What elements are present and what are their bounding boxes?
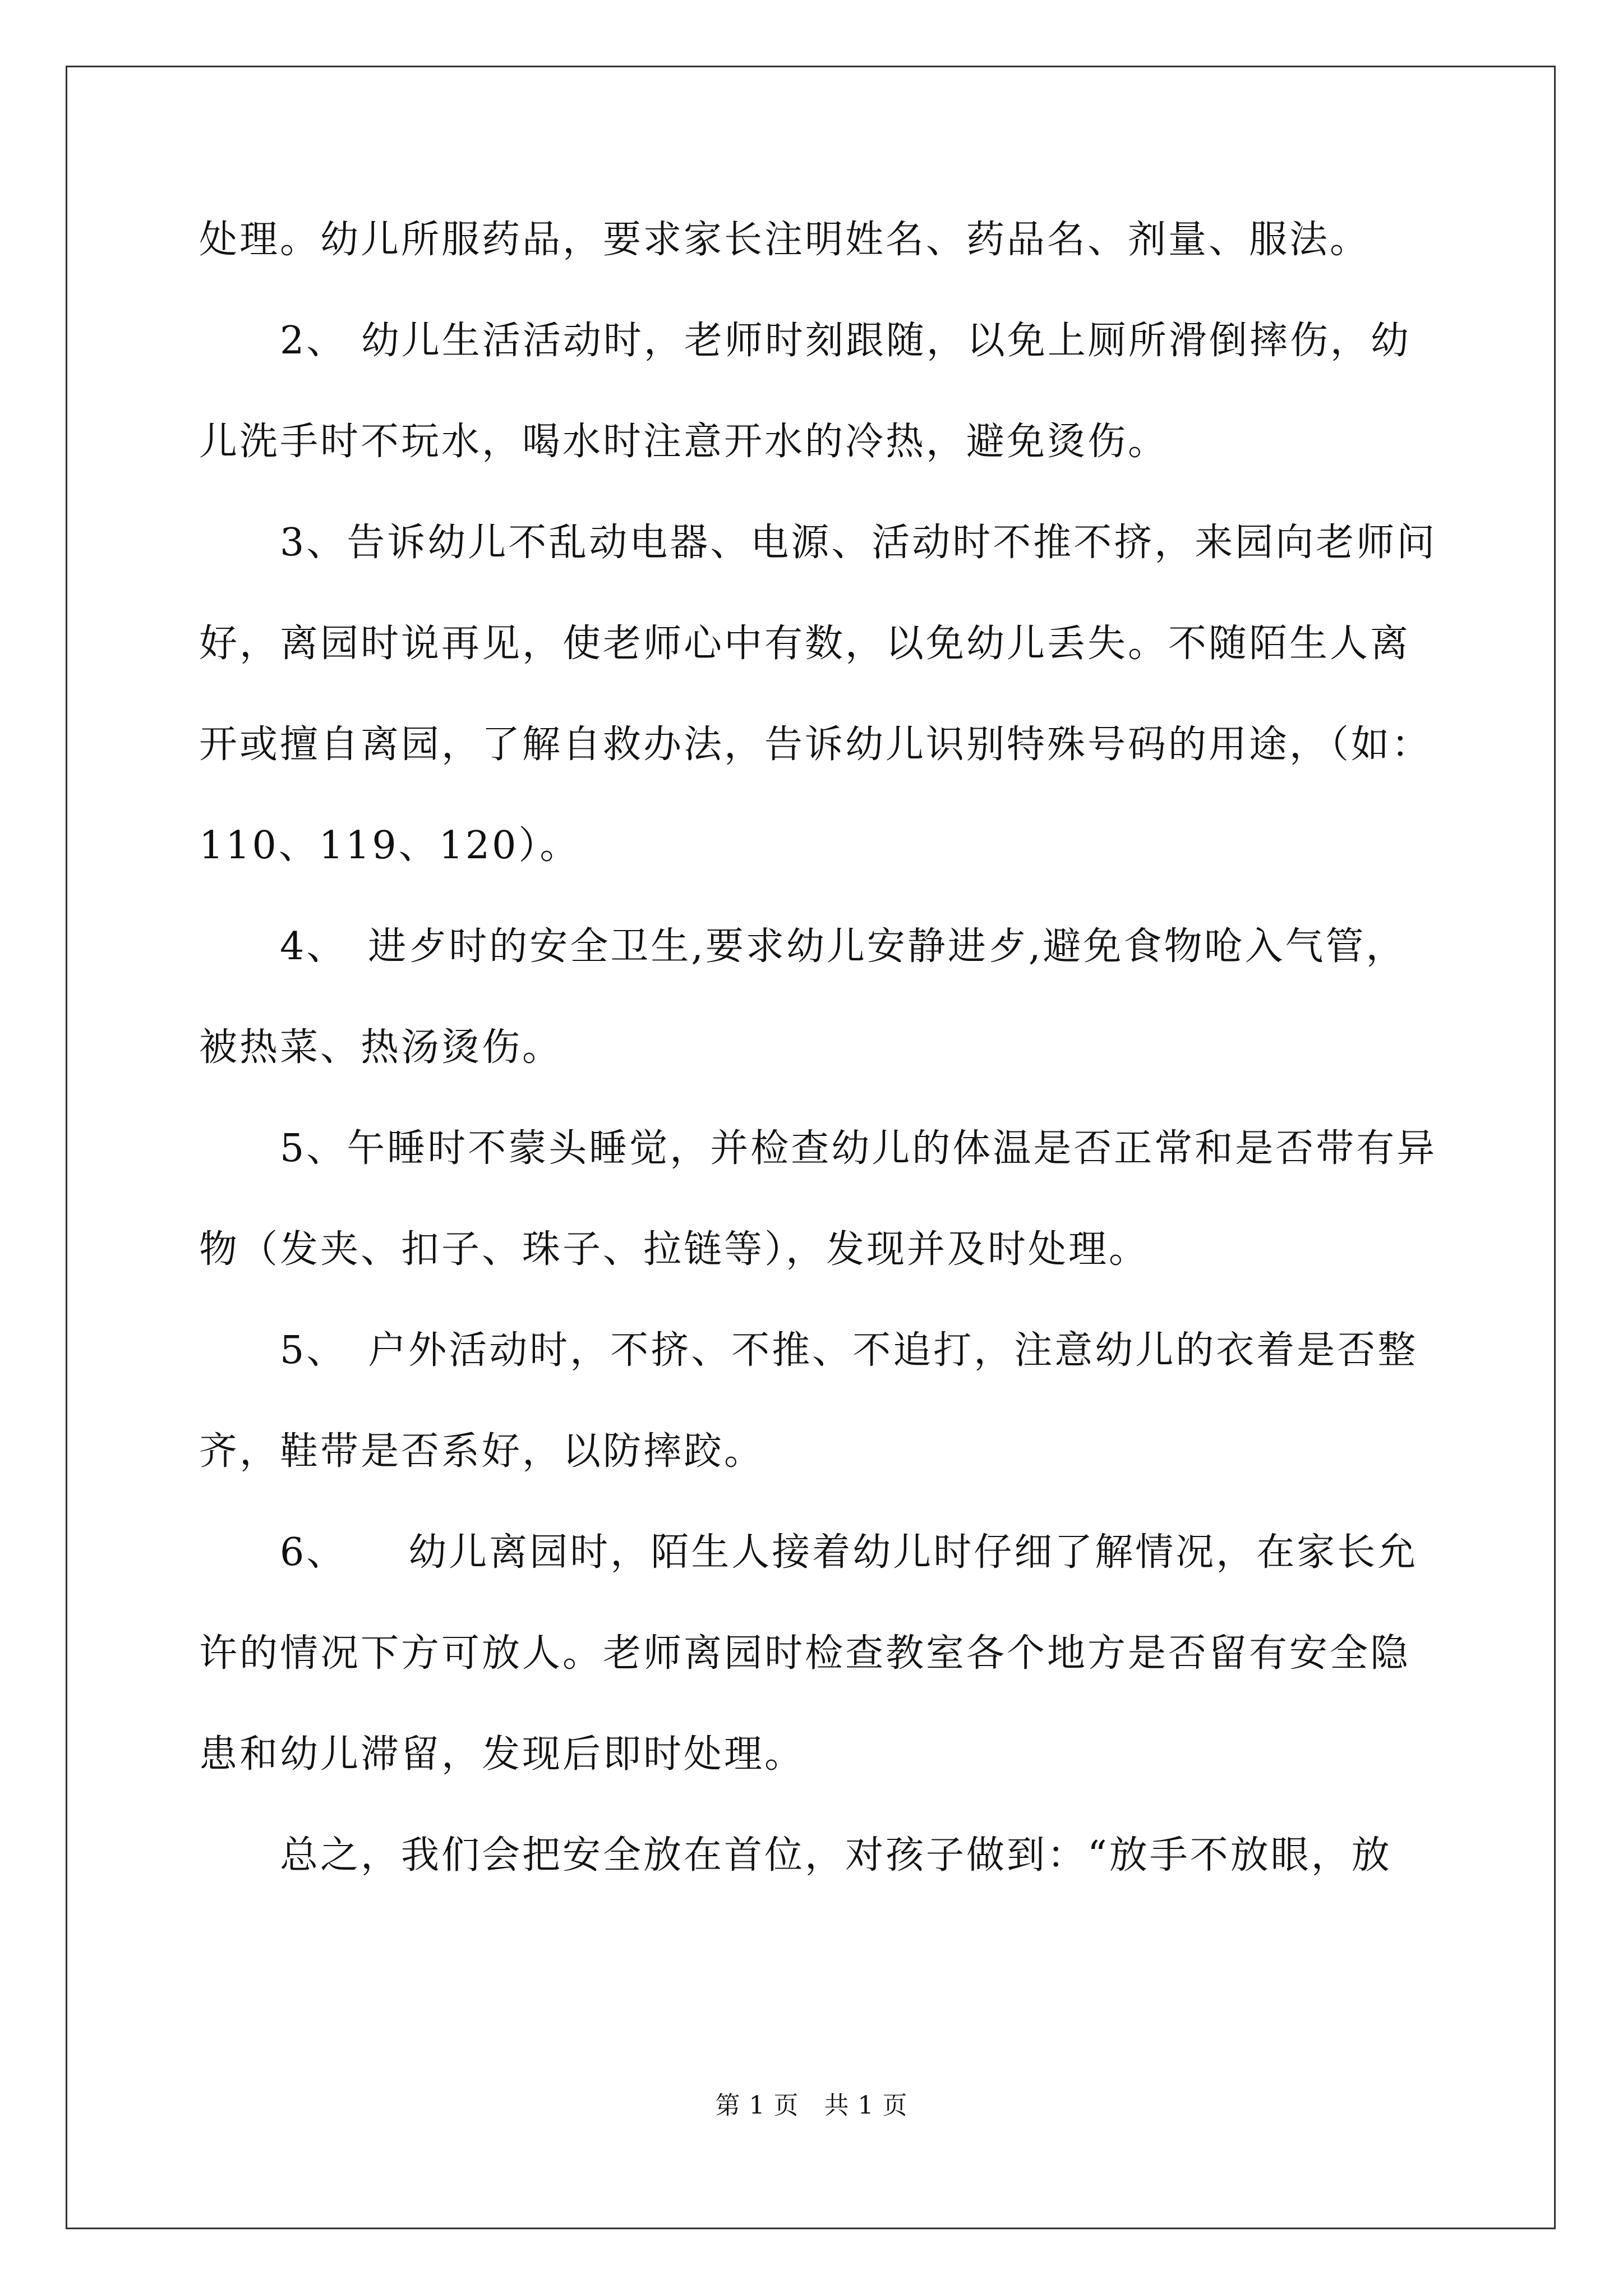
text-line: 5、午睡时不蒙头睡觉，并检查幼儿的体温是否正常和是否带有异 [199, 1126, 1437, 1171]
text-line: 齐，鞋带是否系好，以防摔跤。 [199, 1429, 765, 1474]
text-line: 被热菜、热汤烫伤。 [199, 1025, 563, 1070]
text-line: 2、 幼儿生活活动时，老师时刻跟随，以免上厕所滑倒摔伤，幼 [199, 319, 1411, 363]
text-line: 开或擅自离园，了解自救办法，告诉幼儿识别特殊号码的用途，（如： [199, 723, 1432, 767]
text-line: 110、119、120）。 [199, 823, 580, 868]
text-line: 许的情况下方可放人。老师离园时检查教室各个地方是否留有安全隐 [199, 1631, 1411, 1676]
text-line: 物（发夹、扣子、珠子、拉链等），发现并及时处理。 [199, 1227, 1150, 1272]
text-line: 患和幼儿滞留，发现后即时处理。 [199, 1732, 805, 1777]
text-line: 5、 户外活动时，不挤、不推、不追打，注意幼儿的衣着是否整 [199, 1328, 1418, 1373]
text-line: 3、告诉幼儿不乱动电器、电源、活动时不推不挤，来园向老师问 [199, 521, 1437, 565]
text-line: 好，离园时说再见，使老师心中有数，以免幼儿丢失。不随陌生人离 [199, 622, 1411, 666]
text-line: 处理。幼儿所服药品，要求家长注明姓名、药品名、剂量、服法。 [199, 218, 1371, 262]
text-line: 总之，我们会把安全放在首位，对孩子做到：“放手不放眼，放 [199, 1833, 1392, 1878]
text-line: 4、 进歺时的安全卫生,要求幼儿安静进歺,避免食物呛入气管， [199, 924, 1407, 969]
page-number-footer: 第 1 页 共 1 页 [715, 2091, 908, 2120]
text-line: 儿洗手时不玩水，喝水时注意开水的冷热，避免烫伤。 [199, 420, 1169, 464]
text-line: 6、 幼儿离园时，陌生人接着幼儿时仔细了解情况，在家长允 [199, 1530, 1418, 1575]
